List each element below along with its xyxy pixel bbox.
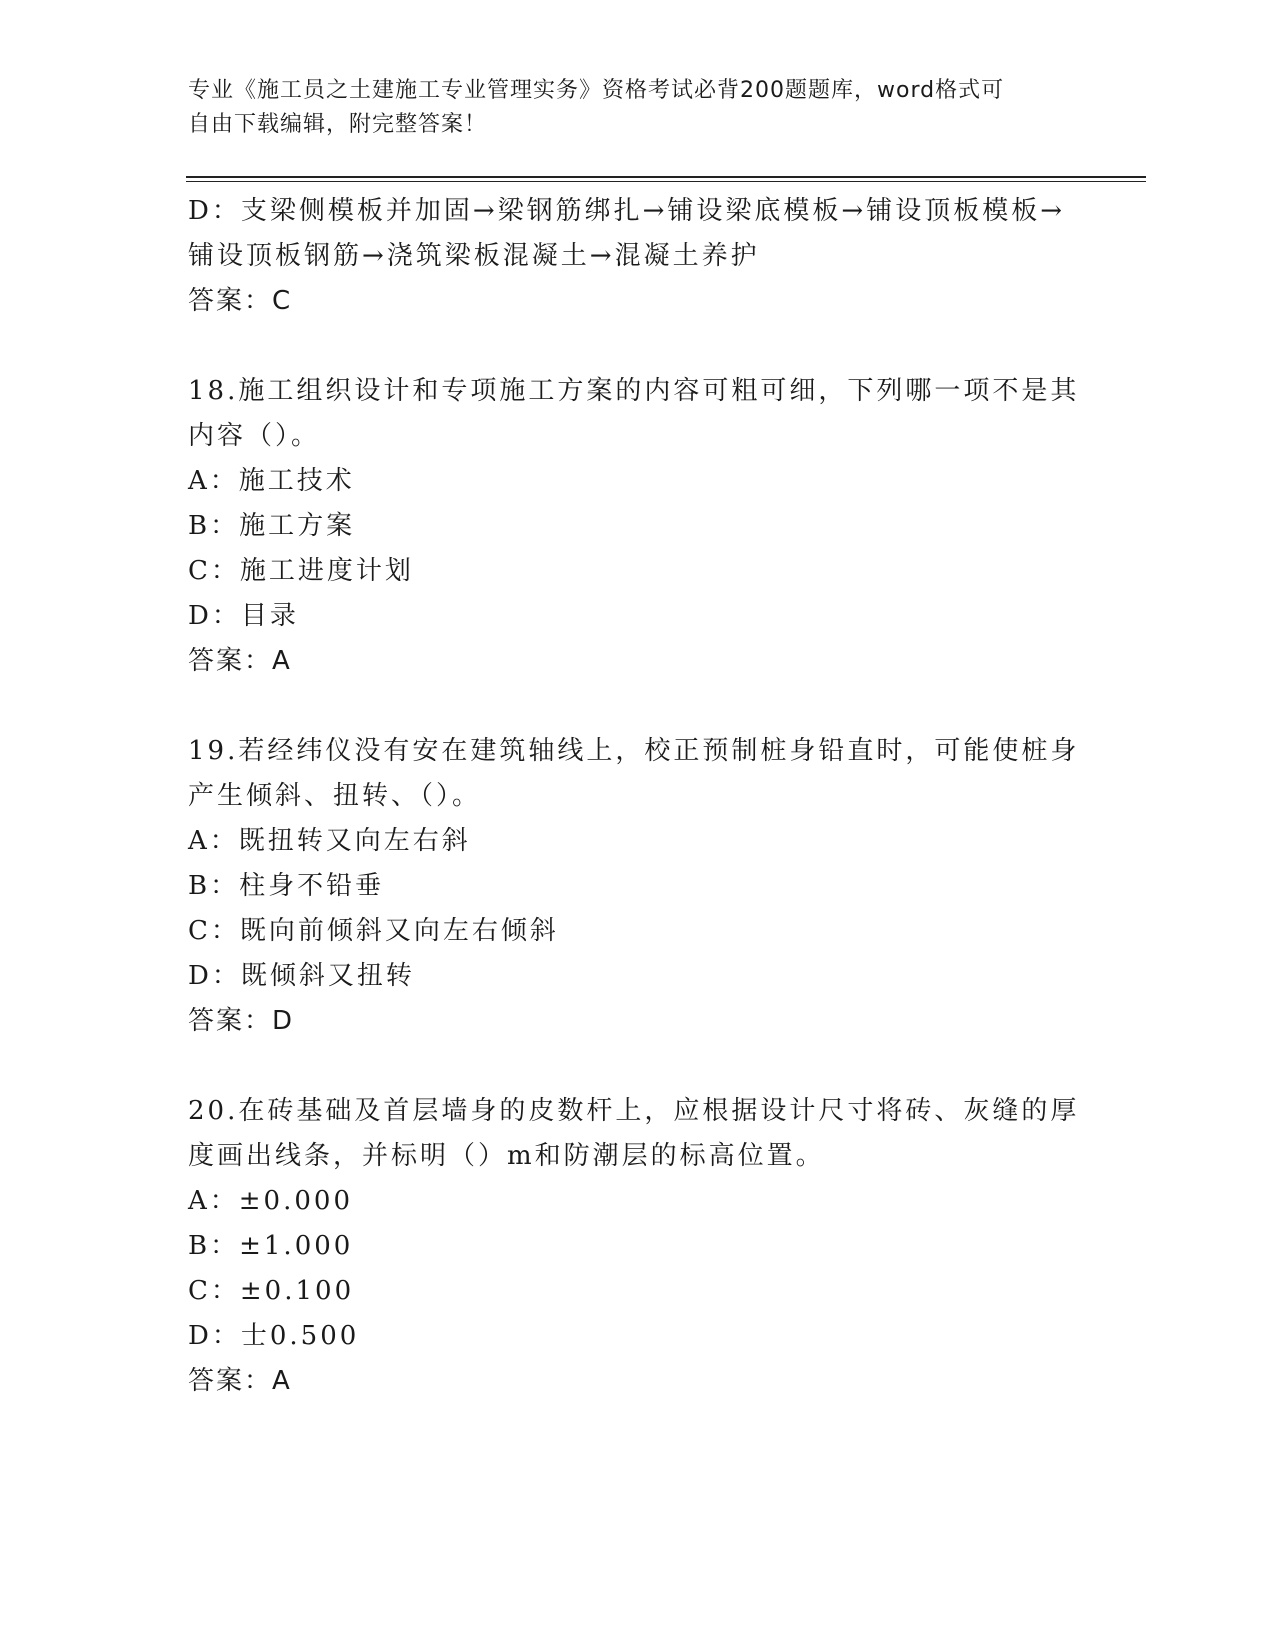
header-divider-thin	[186, 181, 1146, 182]
question-stem-line-1: 19.若经纬仪没有安在建筑轴线上，校正预制桩身铅直时，可能使桩身	[188, 736, 1080, 766]
question-20	[188, 1089, 1088, 1404]
spacer	[188, 684, 1088, 729]
spacer	[188, 1044, 1088, 1089]
option-a: A：施工技术	[188, 466, 355, 496]
question-list	[188, 189, 1088, 1404]
option-c: C：既向前倾斜又向左右倾斜	[188, 916, 559, 946]
option-d-line-2: 铺设顶板钢筋→浇筑梁板混凝土→混凝土养护	[188, 241, 760, 271]
answer-line: 答案：A	[188, 646, 292, 676]
answer-line: 答案：A	[188, 1366, 292, 1396]
option-d-line-1: D：支梁侧模板并加固→梁钢筋绑扎→铺设梁底模板→铺设顶板模板→	[188, 196, 1065, 226]
option-b: B：柱身不铅垂	[188, 871, 385, 901]
question-stem-line-1: 20.在砖基础及首层墙身的皮数杆上，应根据设计尺寸将砖、灰缝的厚	[188, 1096, 1080, 1126]
question-stem-line-1: 18.施工组织设计和专项施工方案的内容可粗可细，下列哪一项不是其	[188, 376, 1080, 406]
option-b: B：施工方案	[188, 511, 356, 541]
question-stem-line-2: 度画出线条，并标明（）m和防潮层的标高位置。	[188, 1141, 825, 1171]
question-19	[188, 729, 1088, 1044]
option-a: A：±0.000	[188, 1186, 353, 1216]
document-header	[188, 74, 1088, 142]
option-d: D：目录	[188, 601, 299, 631]
option-a: A：既扭转又向左右斜	[188, 826, 471, 856]
option-d: D：既倾斜又扭转	[188, 961, 415, 991]
option-c: C：施工进度计划	[188, 556, 414, 586]
question-18	[188, 369, 1088, 684]
answer-line: 答案：C	[188, 286, 293, 316]
question-17-tail	[188, 189, 1088, 324]
option-d: D：士0.500	[188, 1321, 360, 1351]
spacer	[188, 324, 1088, 369]
option-b: B：±1.000	[188, 1231, 354, 1261]
answer-line: 答案：D	[188, 1006, 295, 1036]
question-stem-line-2: 产生倾斜、扭转、（）。	[188, 781, 482, 811]
question-stem-line-2: 内容（）。	[188, 421, 321, 451]
header-line-2: 自由下载编辑，附完整答案！	[188, 112, 488, 137]
option-c: C：±0.100	[188, 1276, 355, 1306]
header-divider-thick	[186, 176, 1146, 178]
header-line-1: 专业《施工员之土建施工专业管理实务》资格考试必背200题题库，word格式可	[188, 78, 1005, 103]
